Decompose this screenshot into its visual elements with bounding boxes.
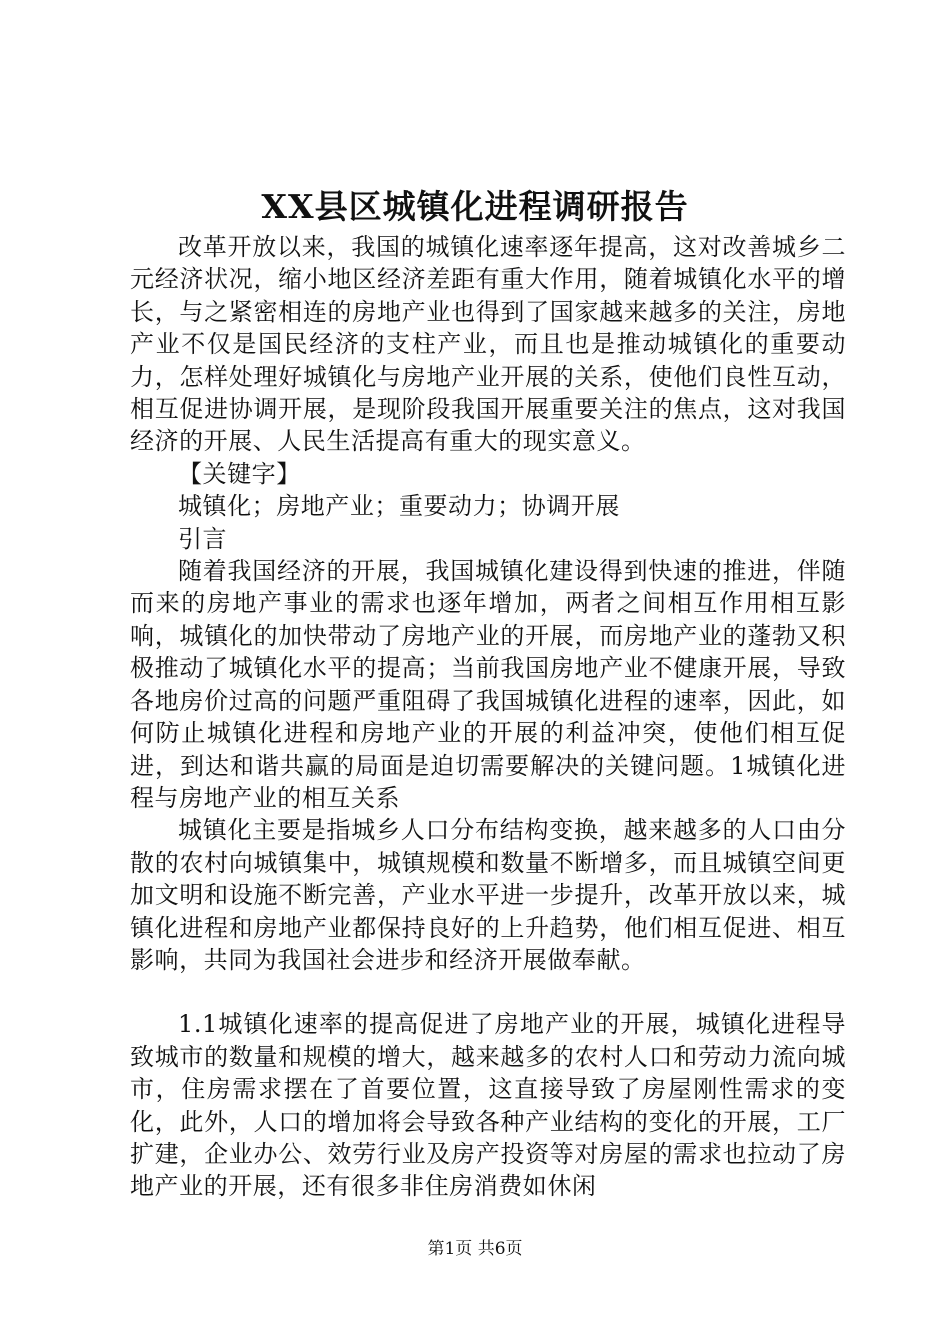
preface-heading: 引言 [178,524,228,553]
section-1-1-paragraph: 1.1城镇化速率的提高促进了房地产业的开展，城镇化进程导致城市的数量和规模的增大，越来越多的农村人口和劳动力流向城市，住房需求摆在了首要位置，这直接导致了房屋刚性需求的变化，此外，人口的增加将会导致各种产业结构的变化的开展，工厂扩建，企业办公、效劳行业及房产投资等对房屋的需求也拉动了房地产业的开展，还有很多非住房消费如休闲 [130,1010,846,1201]
document-body [130,231,846,1203]
keywords-heading: 【关键字】 [178,459,301,488]
urbanization-paragraph: 城镇化主要是指城乡人口分布结构变换，越来越多的人口由分散的农村向城镇集中，城镇规模和数量不断增多，而且城镇空间更加文明和设施不断完善，产业水平进一步提升，改革开放以来，城镇化进程和房地产业都保持良好的上升趋势，他们相互促进、相互影响，共同为我国社会进步和经济开展做奉献。 [130,816,846,974]
intro-paragraph: 改革开放以来，我国的城镇化速率逐年提高，这对改善城乡二元经济状况，缩小地区经济差距有重大作用，随着城镇化水平的增长，与之紧密相连的房地产业也得到了国家越来越多的关注，房地产业不仅是国民经济的支柱产业，而且也是推动城镇化的重要动力，怎样处理好城镇化与房地产业开展的关系，使他们良性互动，相互促进协调开展，是现阶段我国开展重要关注的焦点，这对我国经济的开展、人民生活提高有重大的现实意义。 [130,233,846,456]
document-title: XX县区城镇化进程调研报告 [261,187,689,226]
keywords-list: 城镇化；房地产业；重要动力；协调开展 [178,492,620,521]
page-footer: 第1页 共6页 [427,1239,523,1259]
preface-paragraph: 随着我国经济的开展，我国城镇化建设得到快速的推进，伴随而来的房地产事业的需求也逐年增加，两者之间相互作用相互影响，城镇化的加快带动了房地产业的开展，而房地产业的蓬勃又积极推动了城镇化水平的提高；当前我国房地产业不健康开展，导致各地房价过高的问题严重阻碍了我国城镇化进程的速率，因此，如何防止城镇化进程和房地产业的开展的利益冲突，使他们相互促进，到达和谐共赢的局面是迫切需要解决的关键问题。1城镇化进程与房地产业的相互关系 [130,557,846,812]
